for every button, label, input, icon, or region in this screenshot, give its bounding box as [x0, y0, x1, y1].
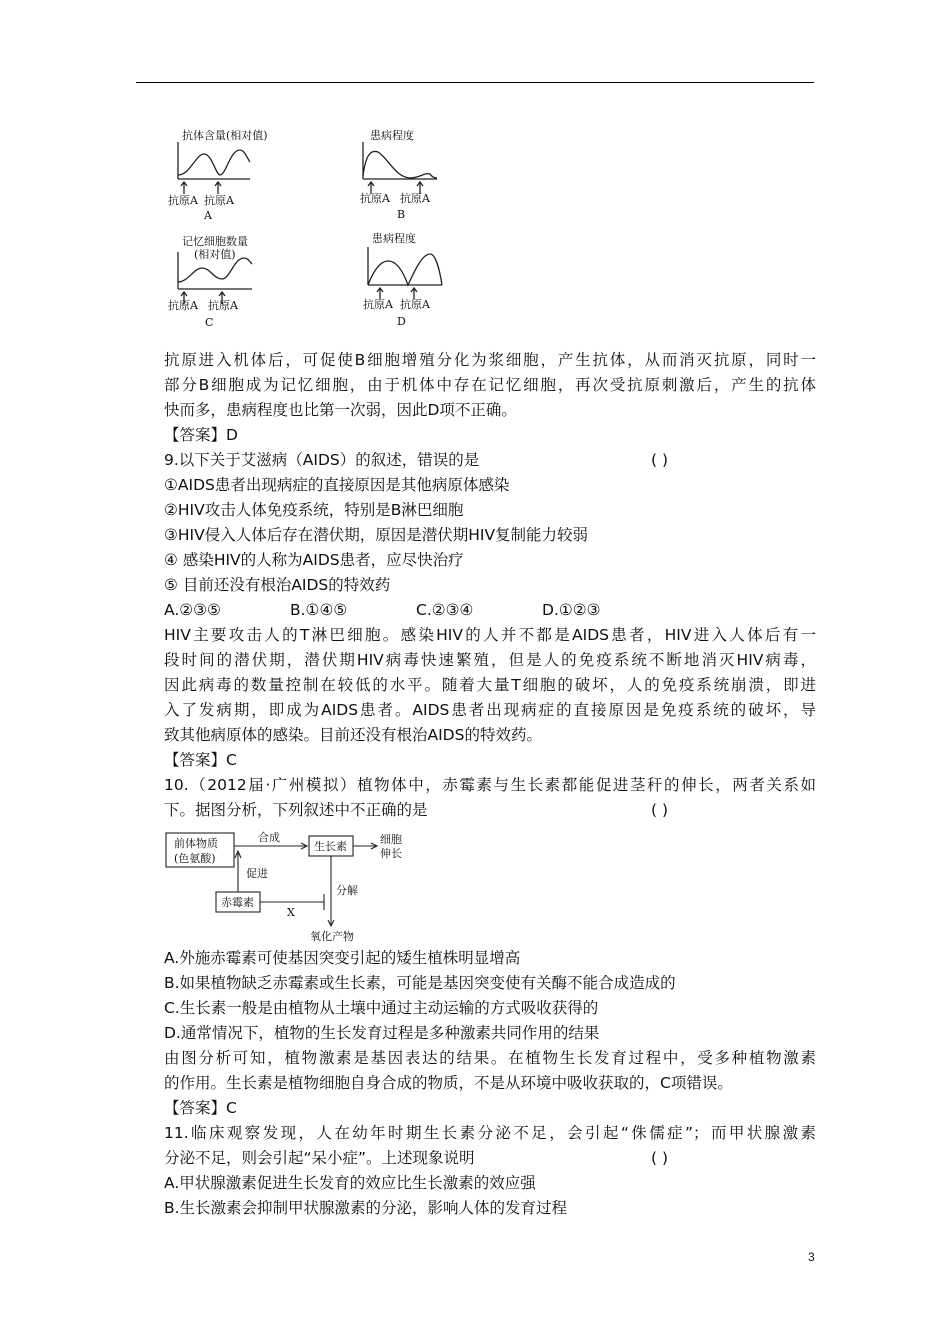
answer-paren: ( ) [650, 1149, 668, 1167]
q9-statement: ⑤ 目前还没有根治AIDS的特效药 [164, 576, 391, 594]
q10-option-a: A.外施赤霉素可使基因突变引起的矮生植株明显增高 [164, 949, 521, 967]
q9-explain-line: HIV主要攻击人的T淋巴细胞。感染HIV的人并不都是AIDS患者，HIV进入人体后有一 [164, 626, 816, 644]
question-10-stem: 10.（2012届·广州模拟）植物体中，赤霉素与生长素都能促进茎秆的伸长，两者关系如 [164, 776, 816, 794]
q9-option-c: C.②③④ [416, 601, 474, 619]
q9-statement: ②HIV攻击人体免疫系统，特别是B淋巴细胞 [164, 501, 464, 519]
q10-option-c: C.生长素一般是由植物从土壤中通过主动运输的方式吸收获得的 [164, 999, 599, 1017]
graph-c-tick-2: 抗原A [208, 299, 238, 312]
q9-explain-line: 致其他病原体的感染。目前还没有根治AIDS的特效药。 [164, 726, 542, 744]
graph-c-letter: C [205, 316, 214, 329]
q9-statement: ③HIV侵入人体后存在潜伏期，原因是潜伏期HIV复制能力较弱 [164, 526, 589, 544]
graph-a-ylabel: 抗体含量(相对值) [182, 129, 268, 142]
q9-statement: ④ 感染HIV的人称为AIDS患者，应尽快治疗 [164, 551, 464, 569]
q9-option-d: D.①②③ [542, 601, 601, 619]
gibberellin-label: 赤霉素 [221, 896, 254, 909]
graph-d [368, 247, 442, 299]
graph-d-ylabel: 患病程度 [372, 232, 416, 245]
x-label: X [287, 906, 295, 919]
q9-explain-line: 因此病毒的数量控制在较低的水平。随着大量T细胞的破坏，人的免疫系统崩溃，即进 [164, 676, 816, 694]
elongation-label: 伸长 [380, 847, 402, 860]
graph-a-tick-2: 抗原A [204, 194, 234, 207]
synthesis-label: 合成 [258, 831, 280, 844]
q9-options [164, 598, 816, 623]
graph-b-tick-1: 抗原A [360, 192, 390, 205]
graph-d-tick-1: 抗原A [363, 298, 393, 311]
question-10-stem-2: 下。据图分析，下列叙述中不正确的是 ( ) [164, 798, 816, 823]
text-line: 部分B细胞成为记忆细胞，由于机体中存在记忆细胞，再次受抗原刺激后，产生的抗体 [164, 376, 816, 394]
graph-c-tick-1: 抗原A [168, 299, 198, 312]
q9-explain-line: 段时间的潜伏期，潜伏期HIV病毒快速繁殖，但是人的免疫系统不断地消灭HIV病毒， [164, 651, 816, 669]
q11-option-b: B.生长激素会抑制甲状腺激素的分泌，影响人体的发育过程 [164, 1199, 568, 1217]
graph-d-letter: D [397, 315, 406, 328]
graph-a-letter: A [204, 209, 212, 222]
answer-9: 【答案】C [164, 751, 237, 769]
q11-option-a: A.甲状腺激素促进生长发育的效应比生长激素的效应强 [164, 1174, 536, 1192]
page-number: 3 [808, 1250, 815, 1264]
precursor-label-2: (色氨酸) [174, 852, 216, 865]
graph-c-ylabel-2: (相对值) [194, 248, 236, 261]
graph-b-ylabel: 患病程度 [370, 129, 414, 142]
graph-b [363, 142, 437, 194]
question-10-options-block [164, 946, 816, 1221]
q9-option-a: A.②③⑤ [164, 601, 221, 619]
answer-8: 【答案】D [164, 426, 238, 444]
q10-option-d: D.通常情况下，植物的生长发育过程是多种激素共同作用的结果 [164, 1024, 600, 1042]
cell-label: 细胞 [380, 833, 402, 846]
graph-a [178, 142, 250, 194]
header-rule [136, 82, 814, 83]
text-line: 快而多，患病程度也比第一次弱，因此D项不正确。 [164, 401, 517, 419]
decompose-label: 分解 [336, 884, 358, 897]
question-9-stem: 9.以下关于艾滋病（AIDS）的叙述，错误的是 ( ) [164, 448, 816, 473]
hormone-flow-diagram [164, 830, 424, 945]
answer-10: 【答案】C [164, 1099, 237, 1117]
text-line: 抗原进入机体后，可促使B细胞增殖分化为浆细胞，产生抗体，从而消灭抗原，同时一 [164, 351, 816, 369]
immune-graphs-figure [160, 122, 460, 332]
answer-paren: ( ) [650, 801, 668, 819]
graph-c-ylabel-1: 记忆细胞数量 [182, 235, 248, 248]
answer-paren: ( ) [650, 451, 668, 469]
graph-a-tick-1: 抗原A [168, 194, 198, 207]
question-11-stem: 11.临床观察发现，人在幼年时期生长素分泌不足，会引起“侏儒症”；而甲状腺激素 [164, 1124, 816, 1142]
q10-explain-line: 由图分析可知，植物激素是基因表达的结果。在植物生长发育过程中，受多种植物激素 [164, 1049, 816, 1067]
q9-statement: ①AIDS患者出现病症的直接原因是其他病原体感染 [164, 476, 510, 494]
question-11-stem-2: 分泌不足，则会引起“呆小症”。上述现象说明 ( ) [164, 1146, 816, 1171]
auxin-label: 生长素 [314, 840, 347, 853]
explanation-block-8 [164, 348, 816, 823]
oxidation-product-label: 氧化产物 [310, 930, 354, 943]
graph-b-tick-2: 抗原A [400, 192, 430, 205]
q10-option-b: B.如果植物缺乏赤霉素或生长素，可能是基因突变使有关酶不能合成造成的 [164, 974, 676, 992]
graph-b-letter: B [397, 208, 406, 221]
q10-explain-line: 的作用。生长素是植物细胞自身合成的物质，不是从环境中吸收获取的，C项错误。 [164, 1074, 733, 1092]
q9-explain-line: 入了发病期，即成为AIDS患者。AIDS患者出现病症的直接原因是免疫系统的破坏，导 [164, 701, 816, 719]
promote-label: 促进 [246, 867, 268, 880]
precursor-label: 前体物质 [174, 837, 218, 850]
graph-d-tick-2: 抗原A [400, 298, 430, 311]
q9-option-b: B.①④⑤ [290, 601, 348, 619]
